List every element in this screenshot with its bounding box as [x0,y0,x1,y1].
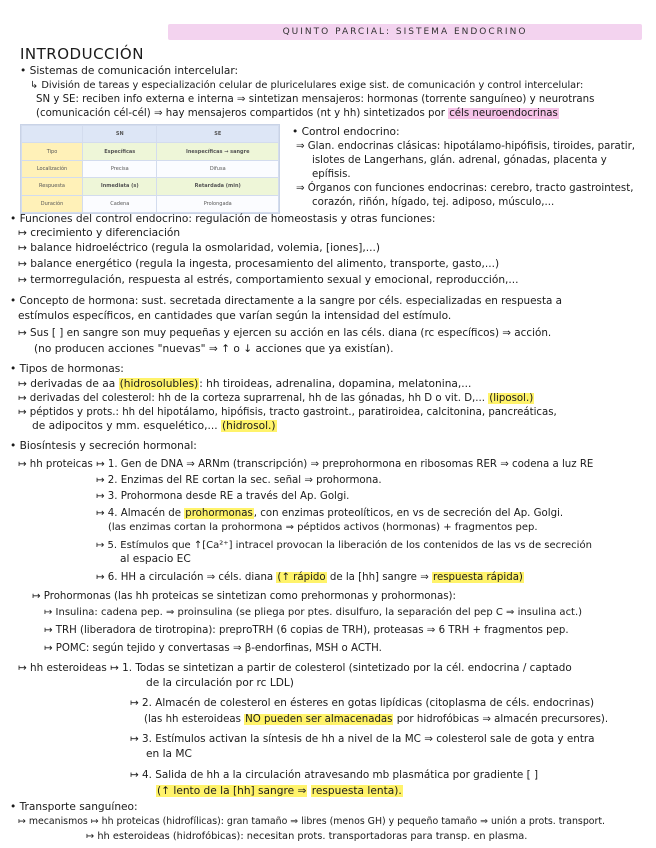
list-item: ↦ Insulina: cadena pep. ⇒ proinsulina (se pliega por ptes. disulfuro, la separación del pep C ⇒ insulina act.) [44,607,583,618]
table-header [22,126,83,143]
highlight-yellow: (↑ lento de la [hh] sangre ⇒ [157,785,307,797]
highlight-yellow: prohormonas [185,508,253,519]
table-cell: Tipo [22,143,83,160]
list-item: ↦ 2. Enzimas del RE cortan la sec. señal ⇒ prohormona. [96,475,382,486]
list-item: ↦ derivadas del colesterol: hh de la corteza suprarrenal, hh de las gónadas, hh D o vit. D,... (liposol.) [18,393,534,404]
text-line: SN y SE: reciben info externa e interna ⇒ sintetizan mensajeros: hormonas (torrente sanguíneo) y neurotrans [36,94,595,105]
table-cell: Localización [22,160,83,177]
table-cell: Duración [22,195,83,212]
text-line: (no producen acciones "nuevas" ⇒ ↑ o ↓ acciones que ya existían). [34,343,394,355]
highlight-pink: céls neuroendocrinas [449,108,558,119]
bullet-line: • Sistemas de comunicación intercelular: [20,65,239,77]
text-line: epífisis. [312,169,351,180]
list-item: ↦ termorregulación, respuesta al estrés, comportamiento sexual y emocional, reproducción,... [18,274,519,286]
text-line: (las hh esteroideas NO pueden ser almacenadas por hidrofóbicas ⇒ almacén precursores). [144,714,609,725]
table-cell: Respuesta [22,178,83,195]
text-line: de la circulación por rc LDL) [146,677,294,689]
list-item: ↦ 3. Estímulos activan la síntesis de hh a nivel de la MC ⇒ colesterol sale de gota y entra [130,733,595,745]
text-line: ↦ Sus [ ] en sangre son muy pequeñas y ejercen su acción en las céls. diana (rc específicos) ⇒ acción. [18,327,552,339]
table-header: SE [157,126,279,143]
highlight-yellow: respuesta lenta). [311,785,402,797]
table-cell: Inmediata (s) [83,178,157,195]
table-cell: Específicas [83,143,157,160]
text-line: (comunicación cél-cél) ⇒ hay mensajeros compartidos (nt y hh) sintetizados por céls neuroendocrinas [36,108,558,119]
table-cell: Difusa [157,160,279,177]
table-cell: Cadena [83,195,157,212]
comparison-table [21,125,279,213]
bullet-line: • Transporte sanguíneo: [10,801,138,813]
text-line: al espacio EC [120,553,191,565]
text-line: de adipocitos y mm. esquelético,... (hidrosol.) [32,420,276,432]
text-line: estímulos específicos, en cantidades que varían según la intensidad del estímulo. [18,310,452,322]
text-line: (las enzimas cortan la prohormona ⇒ péptidos activos (hormonas) + fragmentos pep. [108,522,538,533]
page-banner: QUINTO PARCIAL: SISTEMA ENDOCRINO [168,24,642,40]
list-item: ↦ 5. Estímulos que ↑[Ca²⁺] intracel provocan la liberación de los contenidos de las vs de secreción [96,540,592,551]
list-item: ↦ 3. Prohormona desde RE a través del Ap. Golgi. [96,491,350,502]
highlight-yellow: NO pueden ser almacenadas [245,714,393,725]
text-line: ⇒ Órganos con funciones endocrinas: cerebro, tracto gastrointest, [296,183,634,194]
list-item: ↦ hh proteicas ↦ 1. Gen de DNA ⇒ ARNm (transcripción) ⇒ preprohormona en ribosomas RER ⇒ codena a luz RE [18,459,594,470]
highlight-yellow: respuesta rápida) [432,572,523,583]
text-line: islotes de Langerhans, glán. adrenal, gónadas, placenta y [312,155,607,166]
text-line: en la MC [146,748,192,760]
list-item: ↦ crecimiento y diferenciación [18,227,181,239]
bullet-line: • Concepto de hormona: sust. secretada directamente a la sangre por céls. especializadas en respuesta a [10,295,563,307]
list-item: ↦ POMC: según tejido y convertasas ⇒ β-endorfinas, MSH o ACTH. [44,643,382,654]
table-header: SN [83,126,157,143]
text-line [156,785,403,798]
table-cell: Inespecíficas → sangre [157,143,279,160]
highlight-yellow: (hidrosol.) [221,420,276,432]
list-item: ↦ Prohormonas (las hh proteicas se sintetizan como prehormonas y prohormonas): [32,591,456,602]
bullet-line: • Funciones del control endocrino: regulación de homeostasis y otras funciones: [10,213,436,225]
list-item: ↦ péptidos y prots.: hh del hipotálamo, hipófisis, tracto gastroint., paratiroidea, calcitonina, pancreáticas, [18,407,557,418]
table-cell: Precisa [83,160,157,177]
page-title: INTRODUCCIÓN [20,45,144,63]
bullet-line: • Biosíntesis y secreción hormonal: [10,440,197,452]
bullet-line: • Tipos de hormonas: [10,363,124,375]
comparison-table-thumbnail [20,124,280,214]
highlight-yellow: (↑ rápido [277,572,326,583]
table-cell: Prolongada [157,195,279,212]
highlight-yellow: (hidrosolubles) [119,378,199,390]
table-cell: Retardada (min) [157,178,279,195]
list-item: ↦ 2. Almacén de colesterol en ésteres en gotas lipídicas (citoplasma de céls. endocrinas) [130,697,595,709]
list-item: ↦ balance energético (regula la ingesta, procesamiento del alimento, transporte, gasto,...) [18,258,500,270]
highlight-yellow: (liposol.) [489,393,534,404]
list-item: ↦ hh esteroideas ↦ 1. Todas se sintetizan a partir de colesterol (sintetizado por la cél. endocrina / captado [18,662,572,674]
text-line: ⇒ Glan. endocrinas clásicas: hipotálamo-hipófisis, tiroides, paratir, [296,141,636,152]
list-item: ↦ TRH (liberadora de tirotropina): preproTRH (6 copias de TRH), proteasas ⇒ 6 TRH + fragmentos pep. [44,625,569,636]
list-item: ↦ mecanismos ↦ hh proteicas (hidrofílicas): gran tamaño ⇒ libres (menos GH) y pequeño tamaño ⇒ unión a prots. transport. [18,816,606,827]
list-item: ↦ hh esteroideas (hidrofóbicas): necesitan prots. transportadoras para transp. en plasma. [86,831,528,842]
list-item: ↦ 4. Almacén de prohormonas, con enzimas proteolíticos, en vs de secreción del Ap. Golgi. [96,508,564,519]
bullet-line: • Control endocrino: [292,126,400,138]
text-line: ↳ División de tareas y especialización celular de pluricelulares exige sist. de comunicación y control intercelular: [30,80,584,91]
list-item: ↦ 4. Salida de hh a la circulación atravesando mb plasmática por gradiente [ ] [130,769,539,781]
text-line: corazón, riñón, hígado, tej. adiposo, músculo,... [312,197,555,208]
list-item: ↦ 6. HH a circulación ⇒ céls. diana (↑ rápido de la [hh] sangre ⇒ respuesta rápida) [96,572,523,583]
list-item: ↦ balance hidroeléctrico (regula la osmolaridad, volemia, [iones],...) [18,242,381,254]
list-item: ↦ derivadas de aa (hidrosolubles): hh tiroideas, adrenalina, dopamina, melatonina,... [18,378,472,390]
